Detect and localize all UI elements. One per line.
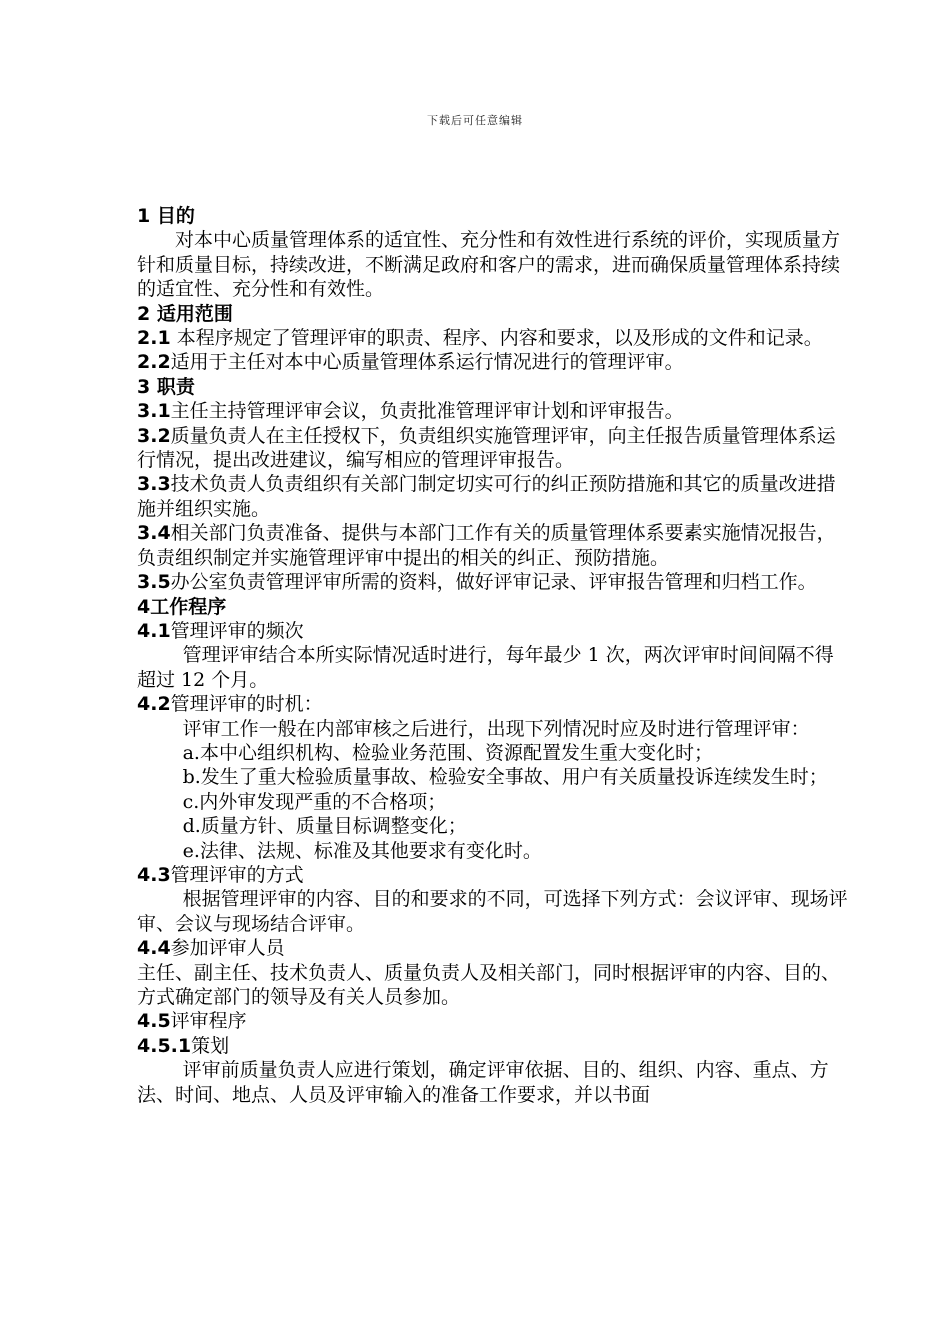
paragraph-text: 办公室负责管理评审所需的资料，做好评审记录、评审报告管理和归档工作。 <box>170 571 817 594</box>
clause-number: 3.1 <box>137 400 171 423</box>
paragraph <box>137 1034 849 1058</box>
paragraph <box>137 1058 849 1107</box>
paragraph-text: 管理评审的方式 <box>170 863 304 886</box>
paragraph <box>137 790 849 814</box>
section-heading: 2 适用范围 <box>137 302 233 325</box>
paragraph-text: 评审前质量负责人应进行策划，确定评审依据、目的、组织、内容、重点、方法、时间、地点、人员及评审输入的准备工作要求，并以书面 <box>137 1059 829 1106</box>
paragraph <box>137 717 849 741</box>
paragraph-text: 对本中心质量管理体系的适宜性、充分性和有效性进行系统的评价，实现质量方针和质量目标，持续改进，不断满足政府和客户的需求，进而确保质量管理体系持续的适宜性、充分性和有效性。 <box>137 229 841 301</box>
paragraph-text: a.本中心组织机构、检验业务范围、资源配置发生重大变化时； <box>182 741 713 764</box>
paragraph-text: b.发生了重大检验质量事故、检验安全事故、用户有关质量投诉连续发生时； <box>182 766 828 789</box>
section-heading: 1 目的 <box>137 205 195 227</box>
clause-number: 3.4 <box>137 522 171 545</box>
paragraph <box>137 936 849 960</box>
paragraph-text: 主任、副主任、技术负责人、质量负责人及相关部门，同时根据评审的内容、目的、方式确定部门的领导及有关人员参加。 <box>137 961 841 1008</box>
clause-number: 2.2 <box>137 351 171 374</box>
clause-number: 4.4 <box>137 937 171 960</box>
paragraph <box>137 1009 849 1033</box>
paragraph-text: 适用于主任对本中心质量管理体系运行情况进行的管理评审。 <box>170 351 684 374</box>
paragraph <box>137 326 849 350</box>
clause-number: 4.1 <box>137 619 171 642</box>
paragraph <box>137 887 849 936</box>
section-heading: 4工作程序 <box>137 595 227 618</box>
paragraph-text: 评审程序 <box>170 1010 247 1033</box>
paragraph-text: d.质量方针、质量目标调整变化； <box>182 815 467 838</box>
paragraph-text: 策划 <box>191 1034 230 1057</box>
paragraph <box>137 424 849 473</box>
paragraph <box>137 863 849 887</box>
paragraph-text: 评审工作一般在内部审核之后进行，出现下列情况时应及时进行管理评审： <box>182 717 810 740</box>
clause-number: 3.2 <box>137 424 171 447</box>
paragraph-text: 相关部门负责准备、提供与本部门工作有关的质量管理体系要素实施情况报告，负责组织制定并实施管理评审中提出的相关的纠正、预防措施。 <box>137 522 836 569</box>
paragraph <box>137 839 849 863</box>
paragraph-text: e.法律、法规、标准及其他要求有变化时。 <box>182 839 542 862</box>
paragraph <box>137 399 849 423</box>
paragraph <box>137 521 849 570</box>
paragraph <box>137 765 849 789</box>
clause-number: 4.3 <box>137 863 171 886</box>
clause-number: 2.1 <box>137 327 171 350</box>
header-note: 下载后可任意编辑 <box>427 114 523 127</box>
paragraph <box>137 619 849 643</box>
paragraph <box>137 472 849 521</box>
paragraph <box>137 692 849 716</box>
clause-number: 4.5.1 <box>137 1034 192 1057</box>
paragraph <box>137 814 849 838</box>
paragraph <box>137 741 849 765</box>
section-heading: 3 职责 <box>137 375 195 398</box>
paragraph-text: 管理评审结合本所实际情况适时进行，每年最少 1 次，两次评审时间间隔不得超过 12 个月。 <box>137 644 834 691</box>
paragraph-text: c.内外审发现严重的不合格项； <box>182 790 447 813</box>
paragraph <box>137 350 849 374</box>
clause-number: 3.3 <box>137 473 171 496</box>
clause-number: 3.5 <box>137 571 171 594</box>
paragraph <box>137 961 849 1010</box>
paragraph <box>137 643 849 692</box>
paragraph-text: 主任主持管理评审会议，负责批准管理评审计划和评审报告。 <box>170 400 684 423</box>
paragraph <box>137 228 849 301</box>
paragraph-text: 本程序规定了管理评审的职责、程序、内容和要求，以及形成的文件和记录。 <box>170 327 823 350</box>
paragraph-text: 管理评审的频次 <box>170 619 304 642</box>
clause-number: 4.5 <box>137 1010 171 1033</box>
paragraph-text: 质量负责人在主任授权下，负责组织实施管理评审，向主任报告质量管理体系运行情况，提出改进建议，编写相应的管理评审报告。 <box>137 424 836 472</box>
paragraph <box>137 570 849 594</box>
paragraph-text: 技术负责人负责组织有关部门制定切实可行的纠正预防措施和其它的质量改进措施并组织实施。 <box>137 473 836 520</box>
paragraph-text: 参加评审人员 <box>170 937 285 960</box>
clause-number: 4.2 <box>137 693 171 716</box>
document-body <box>137 204 849 1107</box>
paragraph-text: 管理评审的时机： <box>170 693 323 716</box>
paragraph-text: 根据管理评审的内容、目的和要求的不同，可选择下列方式：会议评审、现场评审、会议与现场结合评审。 <box>137 888 848 935</box>
